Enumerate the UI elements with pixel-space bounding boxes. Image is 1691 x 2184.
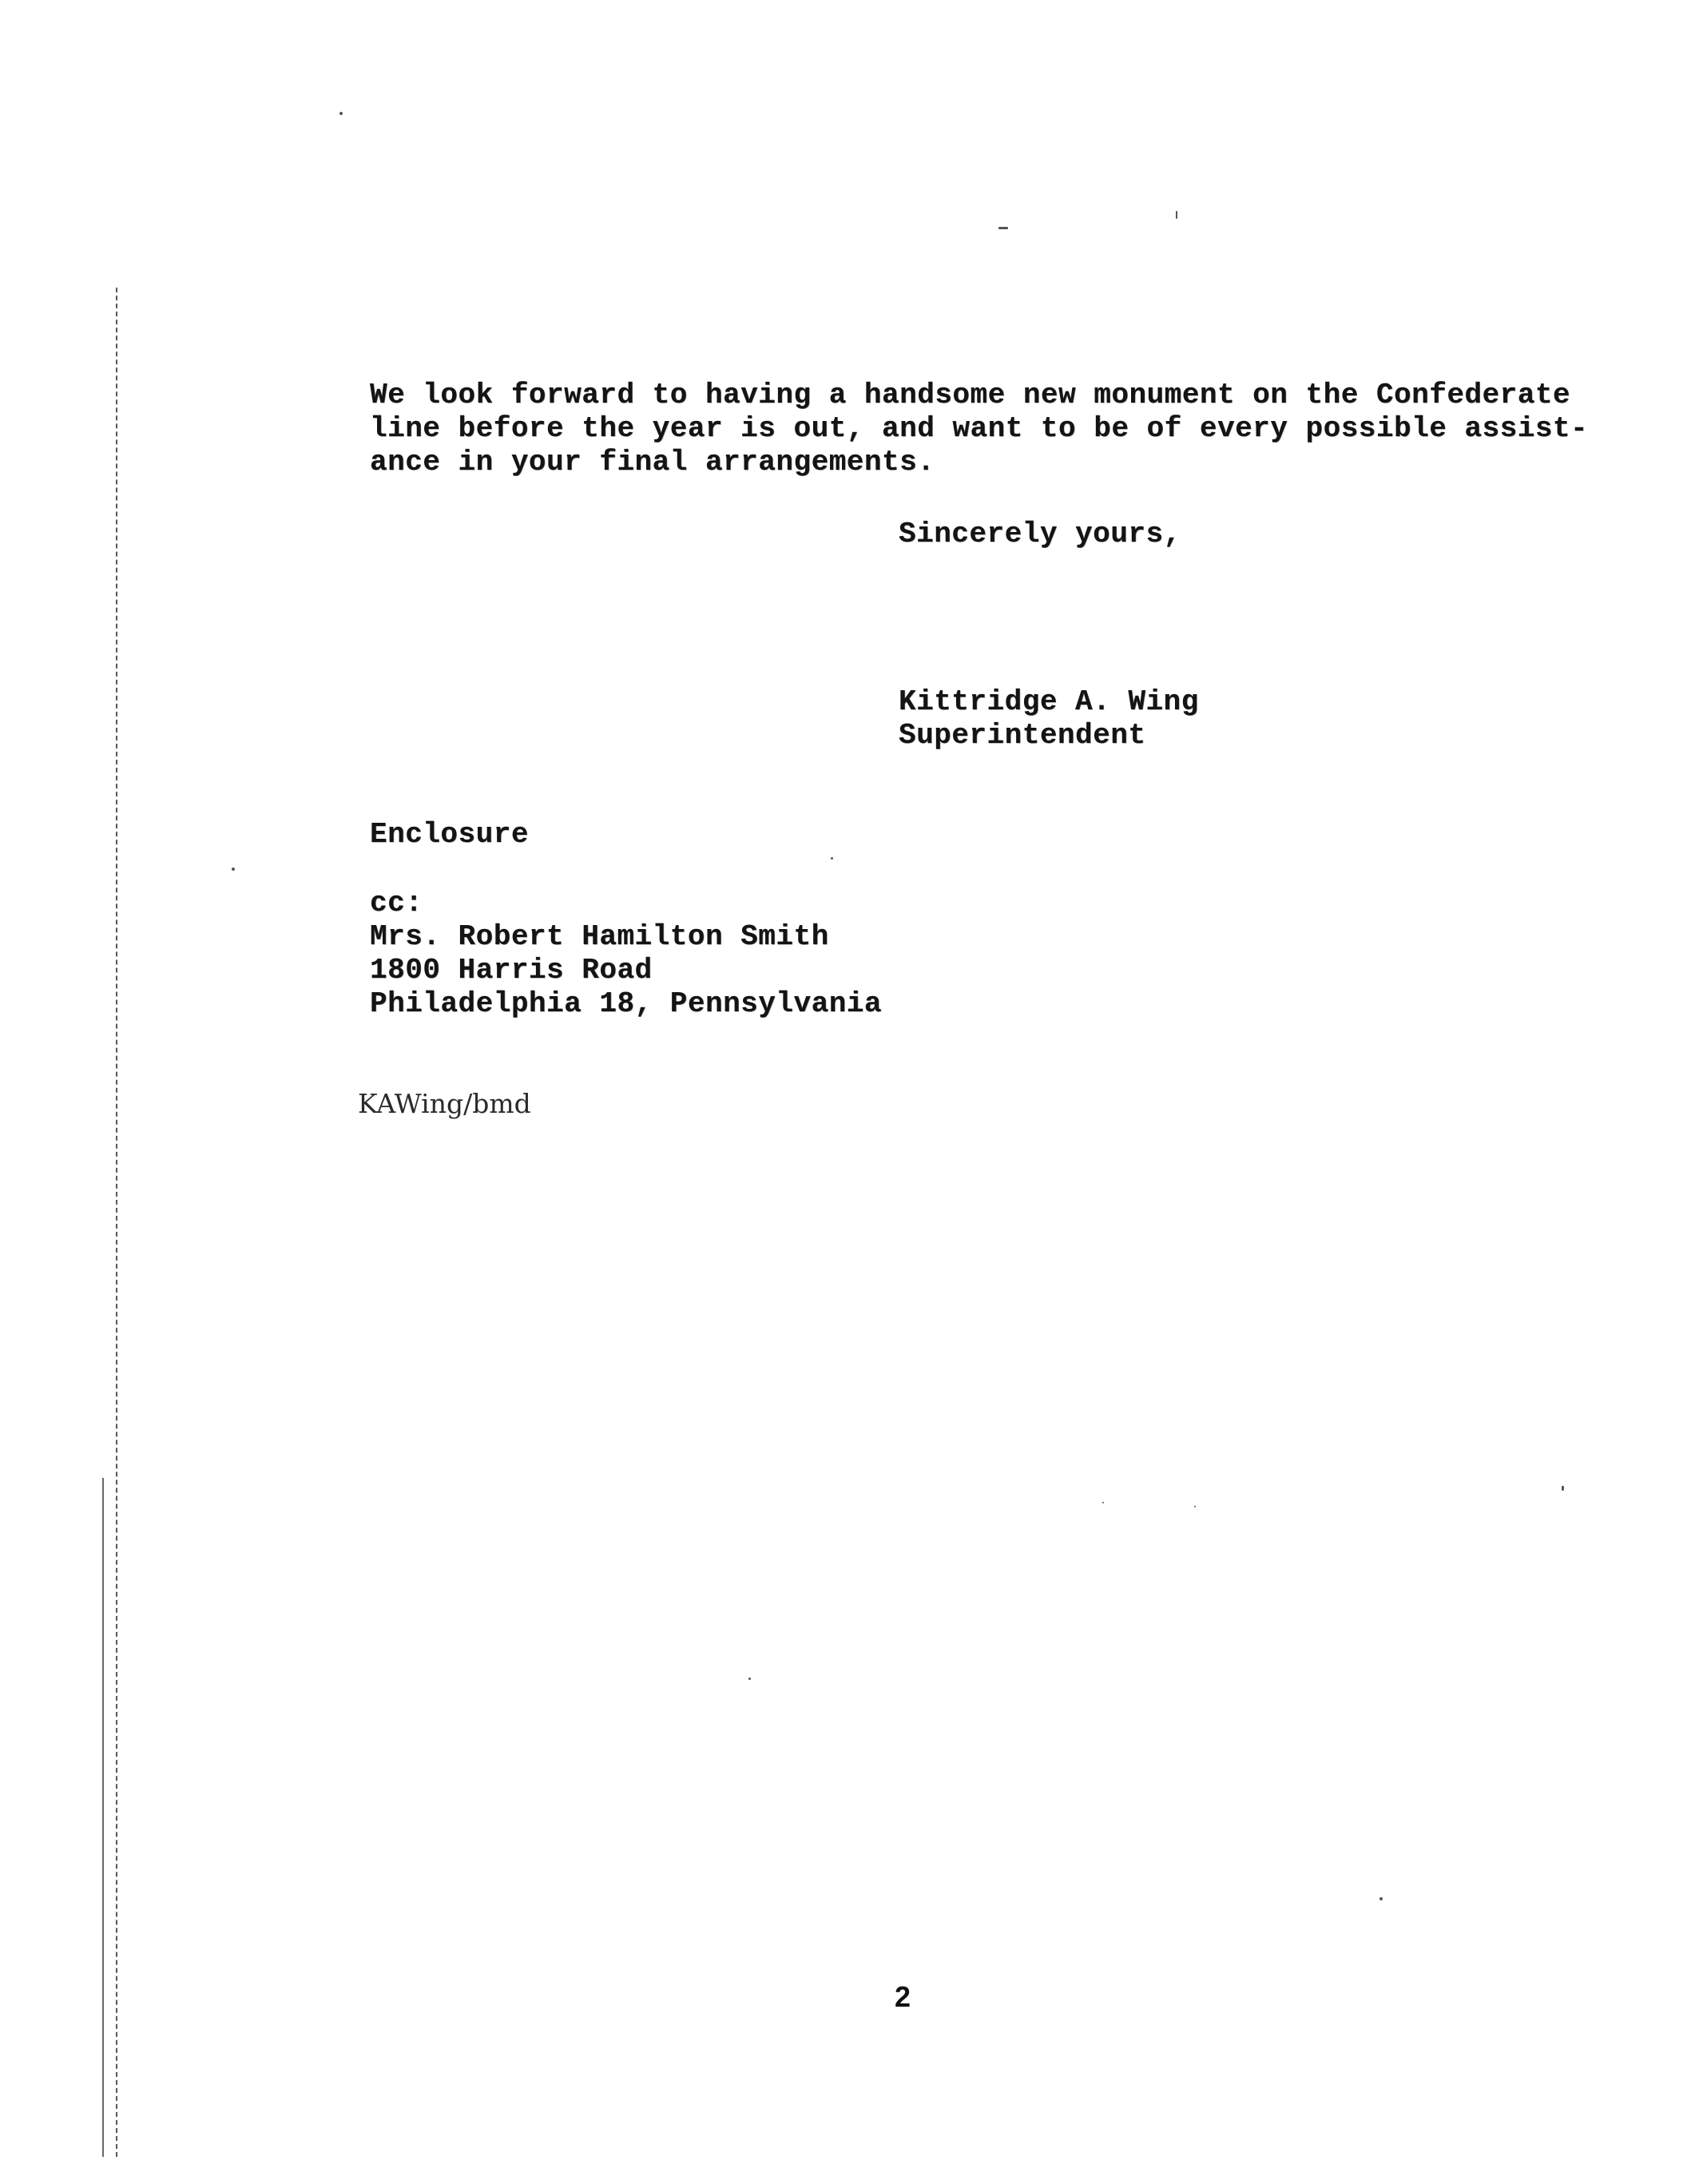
scan-speck <box>1379 1897 1383 1900</box>
page-number: 2 <box>895 1980 911 2013</box>
cc-recipient-city: Philadelphia 18, Pennsylvania <box>370 987 883 1020</box>
closing-text: Sincerely yours, <box>899 518 1181 550</box>
enclosure-text: Enclosure <box>370 818 529 851</box>
scan-speck <box>998 227 1008 229</box>
reference-initials: KAWing/bmd <box>358 1088 531 1119</box>
scan-speck <box>1176 211 1177 219</box>
cc-recipient-street: 1800 Harris Road <box>370 954 653 987</box>
carbon-copy-block <box>370 887 882 1021</box>
signature-block <box>899 685 1199 752</box>
body-line-2: line before the year is out, and want to be of every possible assist- <box>370 412 1589 445</box>
body-line-1: We look forward to having a handsome new monument on the Confederate <box>370 379 1571 411</box>
scan-speck <box>748 1678 751 1680</box>
scan-speck <box>232 868 235 871</box>
signer-name: Kittridge A. Wing <box>899 685 1199 718</box>
closing-paragraph <box>370 379 1588 479</box>
complimentary-close <box>899 518 1181 551</box>
scan-speck <box>339 112 343 115</box>
cc-recipient-name: Mrs. Robert Hamilton Smith <box>370 920 829 953</box>
cc-label: cc: <box>370 887 423 919</box>
body-line-3: ance in your final arrangements. <box>370 446 935 478</box>
scan-speck <box>831 857 833 860</box>
scan-speck <box>1102 1502 1104 1503</box>
scan-speck <box>1194 1506 1196 1507</box>
signer-title: Superintendent <box>899 719 1146 752</box>
enclosure-notation <box>370 818 529 852</box>
binding-edge-line-lower <box>102 1478 104 2157</box>
scan-speck <box>1562 1486 1564 1491</box>
binding-edge-line <box>116 288 117 2157</box>
